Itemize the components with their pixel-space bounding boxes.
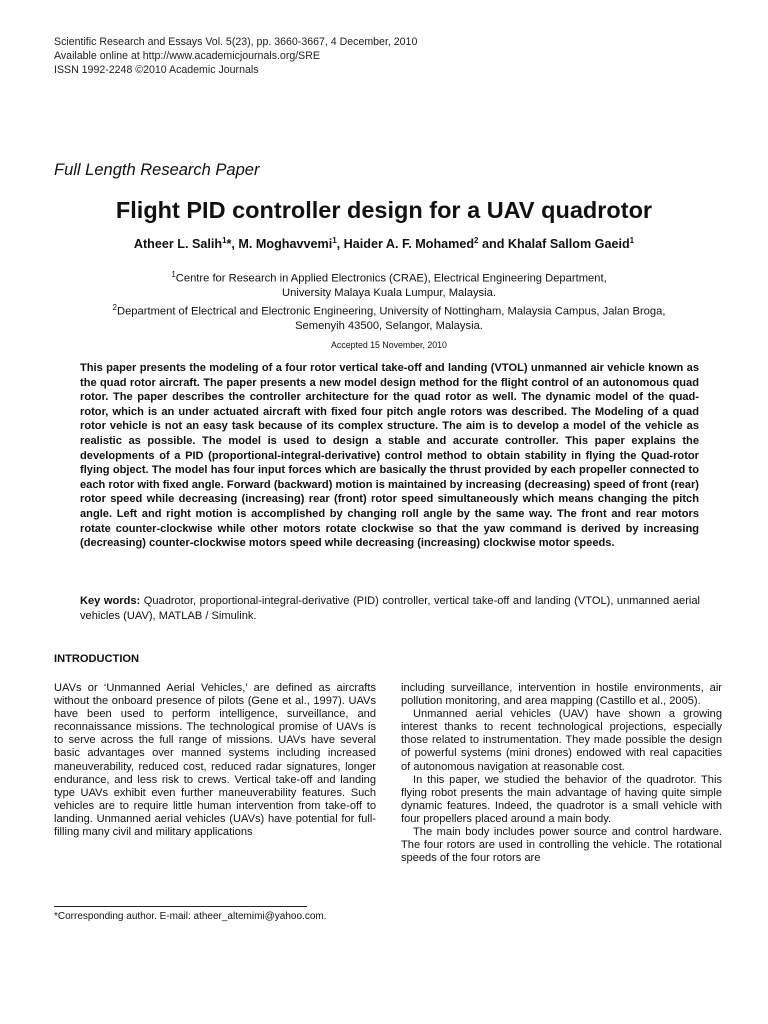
- paper-title: Flight PID controller design for a UAV quadrotor: [115, 197, 653, 223]
- author-affiliation-mark: 1: [222, 236, 227, 245]
- intro-paragraph-1: UAVs or ‘Unmanned Aerial Vehicles,’ are defined as aircrafts without the onboard presence of pilots (Gene et al., 1997). UAVs have been used to perform intelligence, surveillance, and reconnaissance missions. The technological promise of UAVs is to serve across the full range of missions. UAVs have several basic advantages over manned systems including increased maneuverability, reduced cost, reduced radar signatures, longer endurance, and less risk to crews. Vertical take-off and landing type UAVs exhibit even further maneuverability features. Such vehicles are to require little human intervention from take-off to landing. Unmanned aerial vehicles (UAVs) have potential for full-filling many civil and military applications: [54, 682, 376, 839]
- keywords-text: Quadrotor, proportional-integral-derivative (PID) controller, vertical take-off and landing (VTOL), unmanned aerial vehicles (UAV), MATLAB / Simulink.: [80, 595, 700, 622]
- right-column: [401, 682, 722, 865]
- footnote-divider: [54, 906, 307, 907]
- affiliation-1-mark: 1: [171, 270, 176, 279]
- abstract: This paper presents the modeling of a four rotor vertical take-off and landing (VTOL) unmanned air vehicle known as the quad rotor aircraft. The paper presents a new model design method for the flight control of an autonomous quad rotor. The paper describes the controller architecture for the quad rotor as well. The dynamic model of the quad-rotor, which is an under actuated aircraft with fixed four pitch angle rotors was described. The Modeling of a quad rotor vehicle is not an easy task because of its complex structure. The aim is to develop a model of the vehicle as realistic as possible. The model is used to design a stable and accurate controller. This paper explains the developments of a PID (proportional-integral-derivative) control method to obtain stability in flying the Quad-rotor flying object. The model has four input forces which are basically the thrust provided by each propeller connected to each rotor with fixed angle. Forward (backward) motion is maintained by increasing (decreasing) speed of front (rear) rotor speed while decreasing (increasing) rear (front) rotor speed simultaneously which means changing the pitch angle. Left and right motion is accomplished by changing roll angle by the same way. The front and rear motors rotate counter-clockwise while other motors rotate clockwise so that the yaw command is derived by increasing (decreasing) counter-clockwise motors speed while decreasing (increasing) clockwise motor speeds.: [80, 362, 699, 550]
- author-name: Atheer L. Salih: [133, 237, 223, 252]
- affiliation-1-text: Centre for Research in Applied Electronics (CRAE), Electrical Engineering Department,: [175, 272, 607, 285]
- affiliation-2-text: Department of Electrical and Electronic Engineering, University of Nottingham, Malaysia Campus, Jalan Broga,: [117, 305, 666, 318]
- issn-line: ISSN 1992-2248 ©2010 Academic Journals: [54, 64, 259, 76]
- author-list: [0, 236, 768, 251]
- journal-header: [54, 35, 417, 77]
- author-name: Khalaf Sallom Gaeid: [507, 237, 630, 252]
- affiliation-1-line-2: University Malaya Kuala Lumpur, Malaysia.: [282, 287, 496, 300]
- availability-line: Available online at http://www.academicjournals.org/SRE: [54, 50, 320, 62]
- author-affiliation-mark: 1: [332, 236, 337, 245]
- intro-paragraph-3: Unmanned aerial vehicles (UAV) have shown a growing interest thanks to recent technological projections, especially those related to instrumentation. They made possible the design of powerful systems (mini drones) endowed with real capacities of autonomous navigation at reasonable cost.: [401, 708, 722, 773]
- affiliations: [0, 268, 768, 334]
- left-column: [54, 682, 376, 839]
- author-affiliation-mark: 1: [629, 236, 635, 245]
- author-separator: *,: [226, 237, 239, 252]
- affiliation-2-mark: 2: [112, 302, 117, 312]
- affiliation-1-line-1: [0, 268, 768, 286]
- intro-paragraph-5: The main body includes power source and control hardware. The four rotors are used in controlling the vehicle. The rotational speeds of the four rotors are: [401, 826, 722, 865]
- author-affiliation-mark: 2: [474, 236, 479, 245]
- affiliation-2-line-1: [0, 301, 768, 319]
- intro-paragraph-2: including surveillance, intervention in hostile environments, air pollution monitoring, and area mapping (Castillo et al., 2005).: [401, 682, 722, 708]
- paper-type: Full Length Research Paper: [54, 161, 260, 179]
- corresponding-author-footnote: *Corresponding author. E-mail: atheer_altemimi@yahoo.com.: [54, 911, 327, 922]
- journal-citation: Scientific Research and Essays Vol. 5(23), pp. 3660-3667, 4 December, 2010: [54, 36, 418, 48]
- affiliation-2-line-2: Semenyih 43500, Selangor, Malaysia.: [295, 320, 483, 333]
- accepted-date: Accepted 15 November, 2010: [331, 340, 447, 350]
- author-name: M. Moghavvemi: [238, 237, 333, 252]
- intro-paragraph-4: In this paper, we studied the behavior of the quadrotor. This flying robot presents the main advantage of having quite simple dynamic features. Indeed, the quadrotor is a small vehicle with four propellers placed around a main body.: [401, 773, 722, 825]
- keywords: [80, 594, 700, 623]
- author-separator: ,: [336, 237, 344, 252]
- author-separator: and: [478, 237, 508, 252]
- introduction-heading: INTRODUCTION: [54, 653, 140, 665]
- author-name: Haider A. F. Mohamed: [343, 237, 475, 252]
- keywords-label: Key words:: [80, 595, 141, 607]
